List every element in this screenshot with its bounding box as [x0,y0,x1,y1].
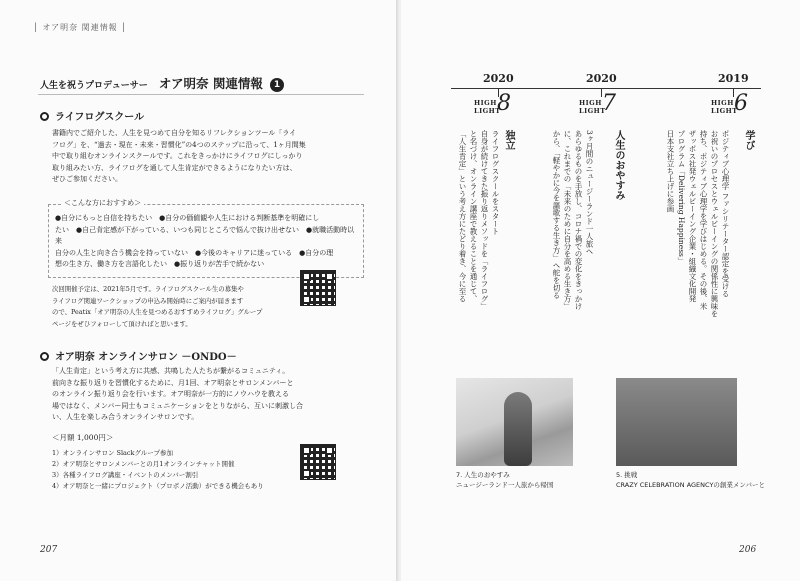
recommend-box [48,199,364,278]
section-heading-salon: オア明奈 オンラインサロン －ONDO－ [40,348,237,363]
highlight-label: HIGH LIGHT [579,99,606,115]
bullet-dot-icon [40,352,49,361]
right-page [401,0,800,581]
left-page [0,0,399,581]
highlight-8-heading: 独立 [503,130,514,150]
highlight-7-body: 3ヶ月間のニュージーランド一人旅へ あらゆるものを手放し、コロナ禍での変化をきっかけ に、これまでの「未来のために自分を高める生き方」 から、「軽やかに今を謳歌する生き方」へ舵を切る [552,130,594,310]
page-number-left: 207 [40,545,58,555]
lifelog-body: 書籍内でご紹介した、人生を見つめて自分を知るリフレクションツール「ライ フログ」を、“過去・現在・未来・習慣化”の4つのステップに沿って、1ヶ月間集 中で取り組むオンラインスクールです。これをきっかけにライフログにしっかり 取り組みたい方、ライフログを通して人生肯定ができるようになりたい方は、 ぜひご参加ください。 [52,129,306,183]
highlight-7-heading: 人生のおやすみ [613,130,624,200]
salon-body: 「人生肯定」という考え方に共感、共鳴した人たちが繋がるコミュニティ。 前向きな振り返りを習慣化するために、月1回、オア明奈とサロンメンバーと のオンライン振り返り会を行います。オア明奈が一方的にノウハウを教える 場ではなく、メンバー同士もコミュニケーションをとりながら、互いに刺激し合 い、人生を楽しみ合うオンラインサロンです。 [52,367,303,421]
photo-caption-1: 7. 人生のおやすみ ニュージーランド一人旅から帰国 [456,471,554,489]
lifelog-note: 次回開催予定は、2021年5月です。ライフログスクール生の募集や ライフログ関連ワークショップの申込み開始時にご案内が届きます ので、Peatix「オア明奈の人生を見つめるおすすめライフログ」グループ ページをぜひフォローして頂ければと思います。 [52,285,263,328]
running-header: │ オア明奈 関連情報 │ [33,23,128,32]
photo-caption-2: 5. 挑戦 CRAZY CELEBRATION AGENCYの創業メンバーと [616,471,765,489]
recommend-box-label: ＜こんな方におすすめ＞ [61,198,144,210]
recommend-box-body: ●自分にもっと自信を持ちたい ●自分の価値観や人生における判断基準を明確にし たい ●自己肯定感が下がっている、いつも同じところで悩んで抜け出せない ●就職活動時以来 自分の人生と向き合う機会を持っていない ●今後のキャリアに迷っている ●自分の理 想の生き方、働き方を言語化したい ●振り返りが苦手で続かない [55,214,355,268]
highlight-6-body: ポジティブ心理学 ファシリテーター認定を受ける お祝いのプロセスとウェルビーイングの関係性に興味を 持ち、ポジティブ心理学を学びはじめる。その後、米 ザッポス社発ウェルビーイング企業・組織文化開発 プログラム「Delivering Happiness」 日本支社立ち上げに参画 [666,130,730,318]
year-label: 2019 [718,72,749,85]
highlight-number: 6 [734,91,748,116]
highlight-number: 8 [497,91,511,116]
highlight-8-body: ライフログスクールをスタート 自身が続けてきた振り返りメソッドを「ライフログ」 と名づけ、オンライン講座で教えることを通じて、 「人生肯定」という考え方にたどり着き、今に至る [458,130,500,310]
highlight-7-marker [579,91,621,127]
series-title: オア明奈 関連情報 [158,76,263,91]
salon-benefit-list: 1）オンラインサロン Slackグループ参加 2）オア明奈とサロンメンバーとの月1オンラインチャット開催 3）各種ライフログ講座・イベントのメンバー割引 4）オア明奈と一緒にプロジェクト（プロボノ活動）ができる機会もあり [52,449,264,490]
year-label: 2020 [586,72,617,85]
page-number-right: 206 [739,545,757,555]
highlight-8-marker [474,91,516,127]
lifelog-qr-code[interactable] [300,270,336,306]
series-heading [40,74,284,92]
highlight-label: HIGH LIGHT [474,99,501,115]
photo-new-zealand [456,378,573,466]
year-label: 2020 [483,72,514,85]
salon-qr-code[interactable] [300,444,336,480]
series-label: 人生を祝うプロデューサー [40,81,148,91]
highlight-6-marker [711,91,753,127]
series-number-badge: 1 [270,78,284,92]
section-heading-lifelog: ライフログスクール [40,108,144,123]
heading-rule [38,94,364,95]
highlight-label: HIGH LIGHT [711,99,738,115]
highlight-6-heading: 学び [743,130,754,150]
highlight-number: 7 [602,91,616,116]
salon-price: ＜月額 1,000円＞ [52,433,114,442]
bullet-dot-icon [40,112,49,121]
photo-founding-members [616,378,737,466]
